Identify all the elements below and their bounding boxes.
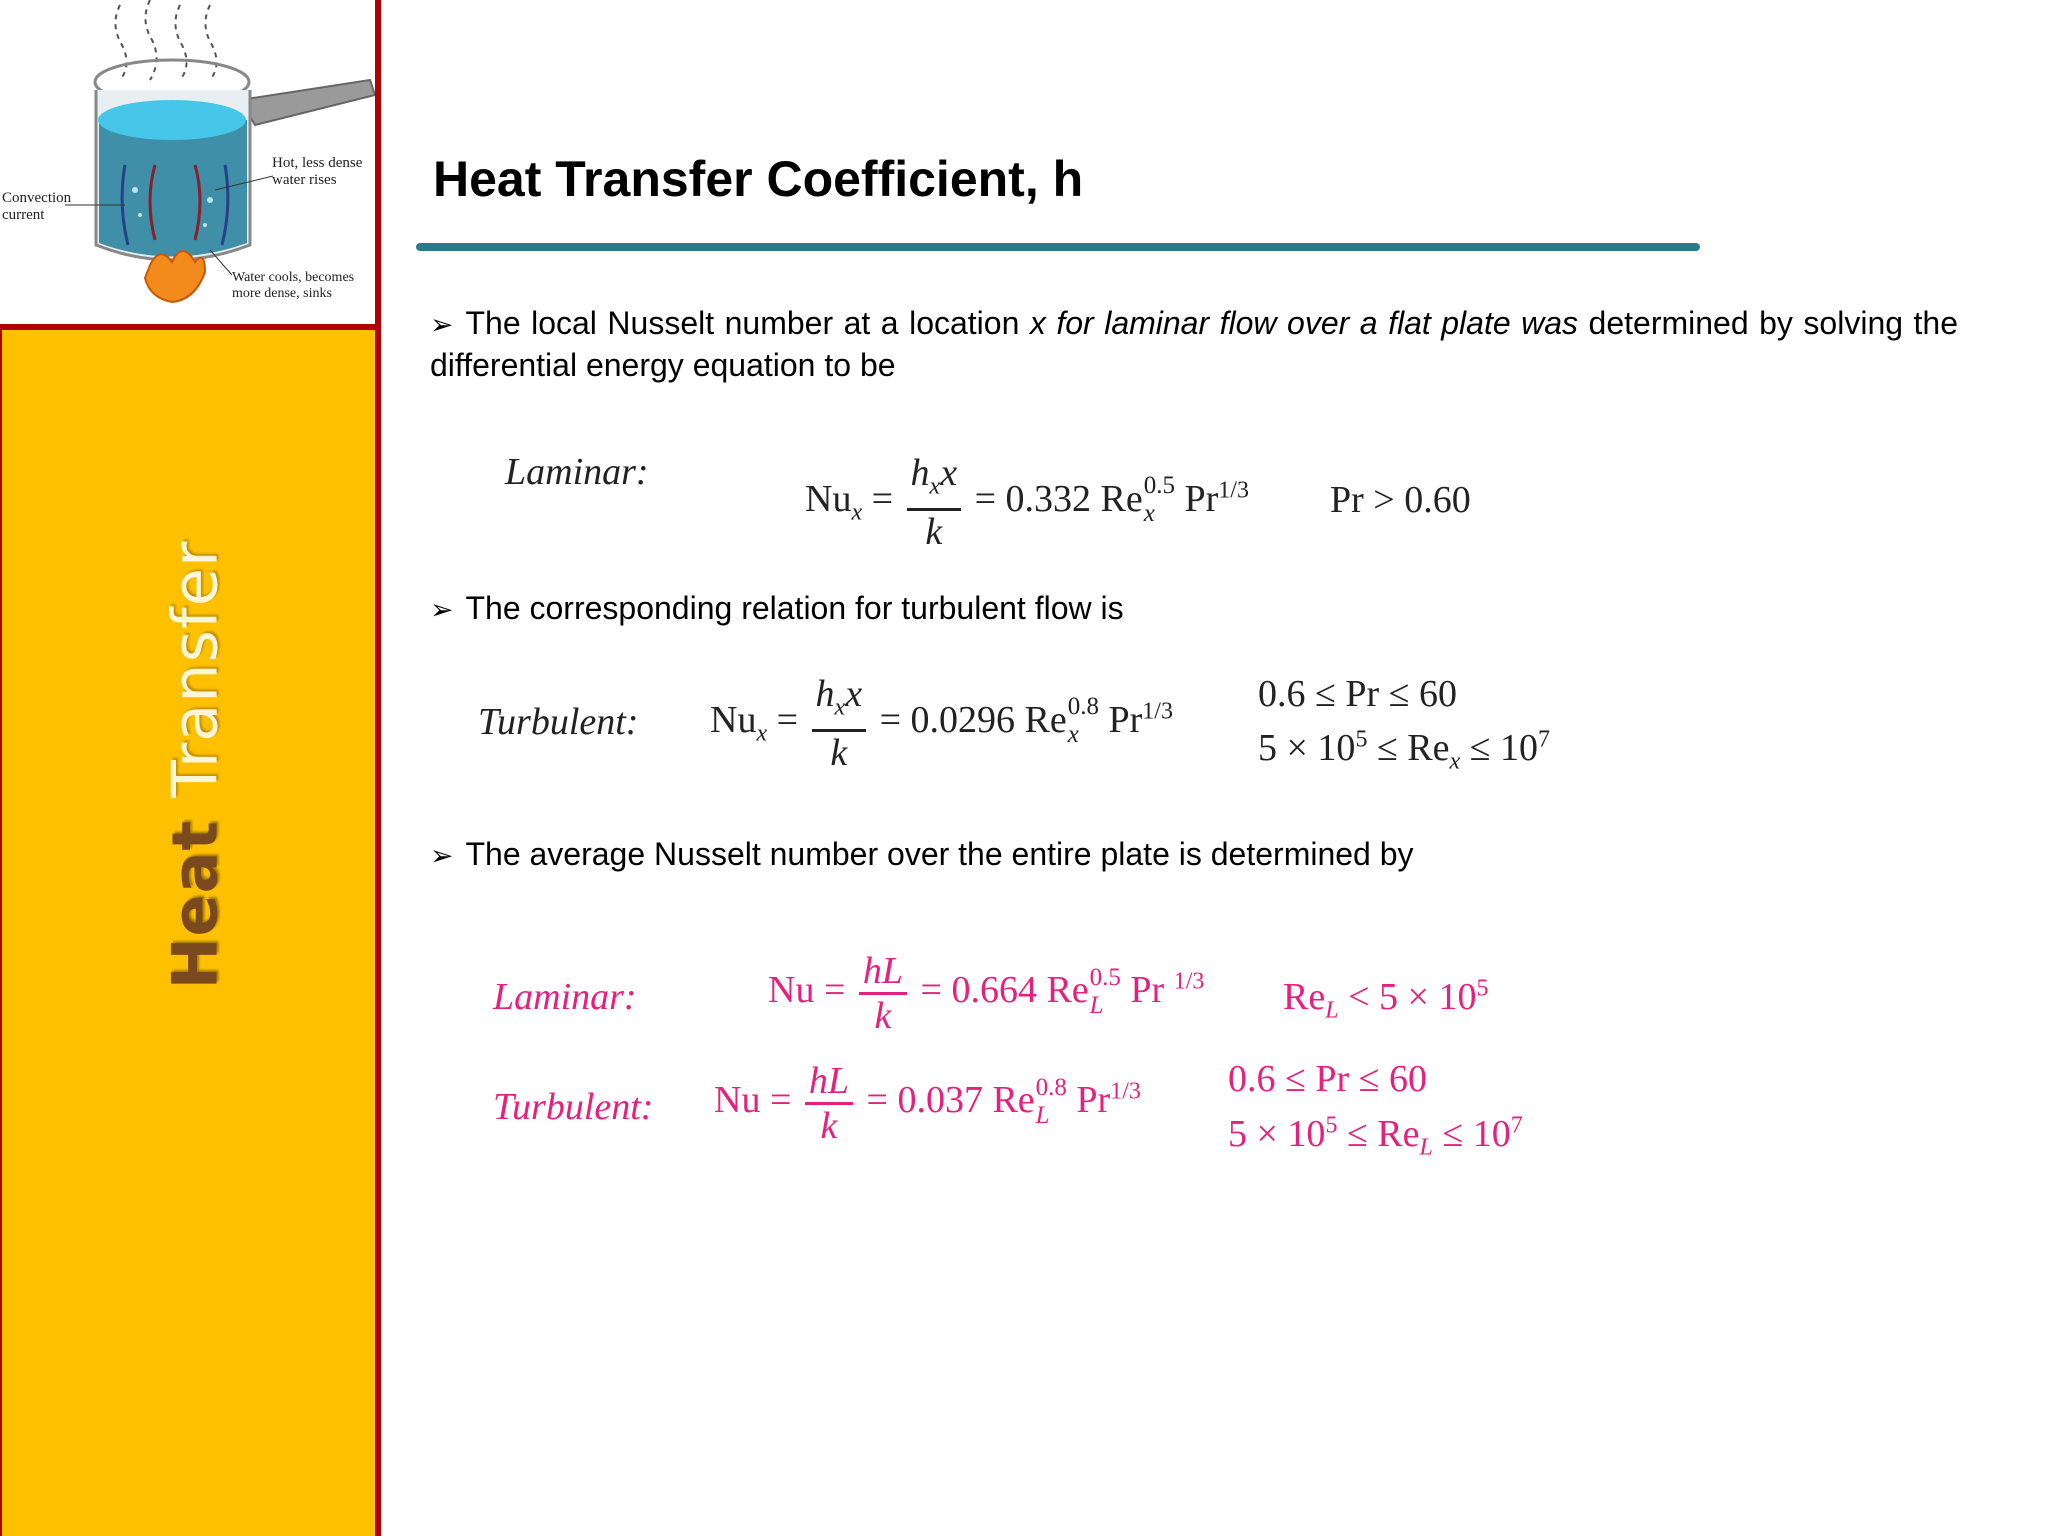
bullet-local-nusselt: ➢ The local Nusselt number at a location x for laminar flow over a flat plate was determined by solving the differential energy equation to be bbox=[430, 305, 1959, 383]
equation-avg-turbulent-cond2: $5 \times 10^5 \le Re_L \le 10^7$ bbox=[1228, 1112, 1523, 1161]
equation-label: Laminar: bbox=[505, 451, 649, 493]
equation-local-laminar bbox=[505, 450, 649, 494]
equation-local-laminar-formula: $Nu_x$ = $\frac{h_xx}{k}$ = 0.332 Re 0.5 x $Pr^{1/3}$ bbox=[805, 452, 1249, 553]
equation-local-laminar-condition: Pr > 0.60 bbox=[1330, 479, 1471, 521]
equation-local-turbulent-formula: $Nu_x$ = $\frac{h_xx}{k}$ = 0.0296 Re 0.8 x $Pr^{1/3}$ bbox=[710, 673, 1173, 774]
convection-pot-illustration bbox=[0, 0, 381, 330]
equation-avg-laminar-condition: $Re_L < 5 \times 10^5$ bbox=[1283, 975, 1489, 1024]
equation-avg-turbulent-formula: Nu = $\frac{hL}{k}$ = 0.037 Re 0.8 L $Pr^{1/3}$ bbox=[714, 1060, 1141, 1147]
equation-avg-laminar-formula: Nu = $\frac{hL}{k}$ = 0.664 Re 0.5 L Pr $^{1/3}$ bbox=[768, 950, 1205, 1037]
label-convection-current: Convection current bbox=[2, 190, 72, 223]
sidebar-title bbox=[159, 541, 232, 990]
title-divider bbox=[416, 243, 1700, 251]
equation-local-turbulent-cond1: 0.6 ≤ Pr ≤ 60 bbox=[1258, 673, 1457, 715]
equation-avg-turbulent-cond1: 0.6 ≤ Pr ≤ 60 bbox=[1228, 1058, 1427, 1100]
equation-avg-laminar-label: Laminar: bbox=[493, 976, 637, 1018]
coef: 0.332 bbox=[1005, 478, 1092, 521]
label-hot-water-rises: Hot, less dense water rises bbox=[272, 155, 363, 188]
page-title: Heat Transfer Coefficient, h bbox=[433, 151, 1084, 207]
bullet-arrow-icon: ➢ bbox=[430, 593, 454, 626]
bullet-arrow-icon: ➢ bbox=[430, 839, 454, 872]
bullet-arrow-icon: ➢ bbox=[430, 308, 454, 341]
equation-avg-turbulent-label: Turbulent: bbox=[493, 1086, 654, 1128]
equation-local-turbulent-cond2: $5 \times 10^5 \le Re_x \le 10^7$ bbox=[1258, 726, 1551, 775]
label-water-cools: Water cools, becomes more dense, sinks bbox=[232, 270, 355, 301]
pot-handle bbox=[240, 80, 375, 125]
steam-lines bbox=[115, 0, 216, 80]
equation-local-turbulent-label: Turbulent: bbox=[478, 701, 639, 743]
sidebar-title-heat: Heat bbox=[158, 819, 232, 990]
bullet-turbulent-relation: ➢ The corresponding relation for turbulent flow is bbox=[430, 590, 1124, 626]
sidebar-title-transfer: Transfer bbox=[158, 540, 232, 798]
bullet-average-nusselt: ➢ The average Nusselt number over the entire plate is determined by bbox=[430, 836, 1414, 872]
